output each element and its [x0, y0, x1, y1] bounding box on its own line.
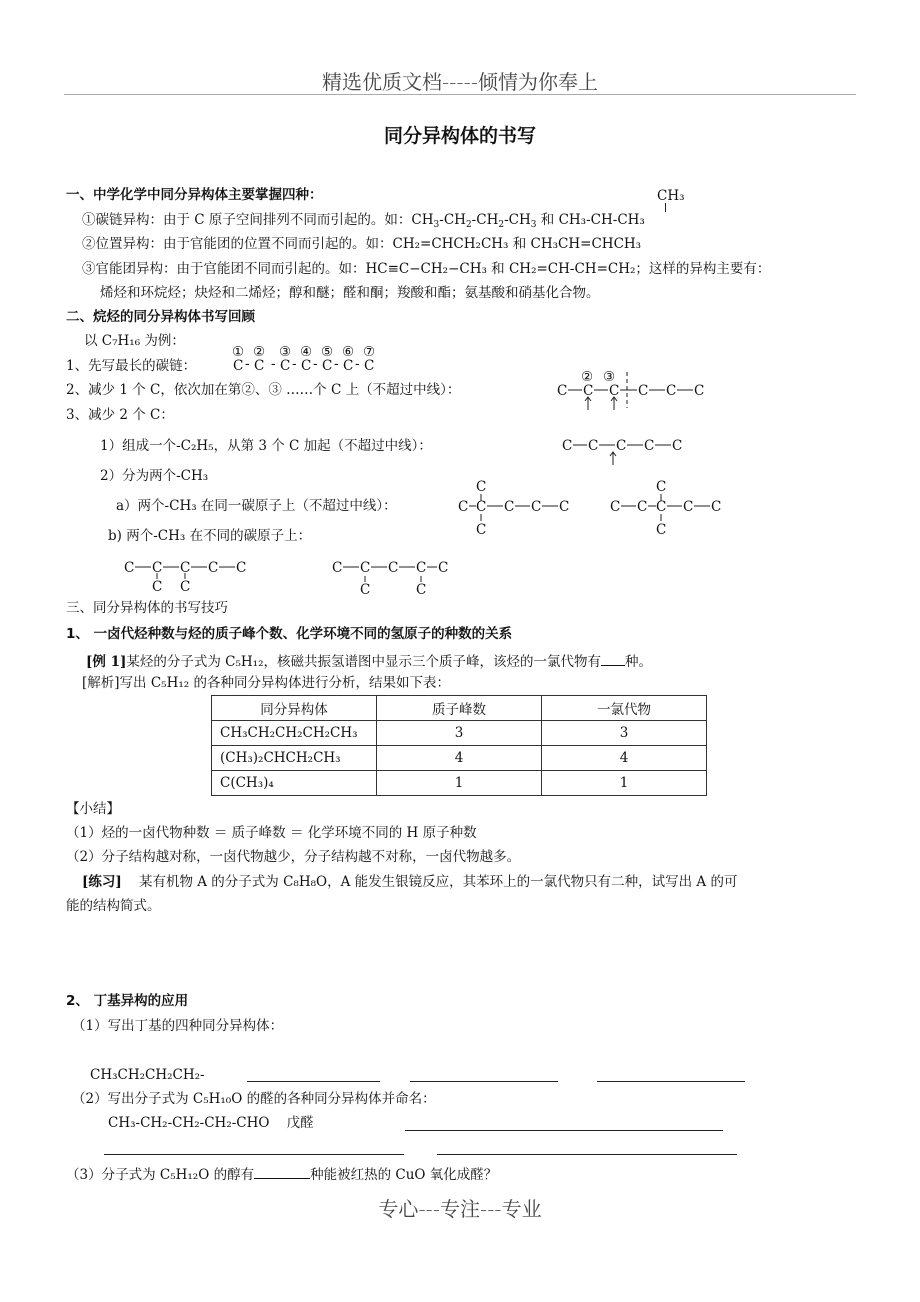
atom-c: C: [360, 560, 371, 576]
item2-formula: CH₂=CHCH₂CH₃ 和 CH₃CH=CHCH₃: [392, 236, 642, 252]
atom-c: C: [711, 499, 722, 515]
sub2-text: 2）分为两个-CH₃: [100, 468, 209, 484]
header-rule: [64, 94, 856, 95]
q1-given: CH₃CH₂CH₂CH₂-: [90, 1067, 205, 1083]
atom-c: C: [637, 499, 648, 515]
sub2a-text: a）两个-CH₃ 在同一碳原子上（不超过中线）：: [116, 498, 397, 514]
atom-c: C: [416, 582, 427, 598]
table-row: [212, 721, 707, 746]
atom-c: C: [476, 479, 487, 495]
header-cell: 同分异构体: [212, 696, 377, 721]
atom-c: C: [280, 358, 291, 374]
atom-c: C: [683, 499, 694, 515]
answer-blank[interactable]: [405, 1130, 723, 1131]
atom-c: C: [656, 499, 667, 515]
atom-c: C: [476, 522, 487, 538]
section1-heading: 一、中学化学中同分异构体主要掌握四种：: [66, 187, 323, 203]
branch-bond: [665, 203, 666, 212]
sub2a-struct-1: [456, 478, 586, 540]
atom-c: C: [254, 358, 265, 374]
item3-formula: HC≡C−CH₂−CH₃ 和 CH₂=CH-CH=CH₂；这样的异构主要有：: [365, 261, 771, 277]
atom-c: C: [208, 560, 219, 576]
atom-c: C: [180, 560, 191, 576]
q2-name: 戊醛: [286, 1115, 314, 1131]
peak-count-cell: 1: [377, 771, 542, 796]
chain-c7-struct: [230, 343, 400, 377]
atom-c: C: [416, 560, 427, 576]
item1-and: 和: [540, 212, 555, 228]
atom-c: C: [388, 560, 399, 576]
q2-given: [108, 1117, 314, 1131]
atom-c: C: [644, 438, 655, 454]
q2-text: （2）写出分子式为 C₅H₁₀O 的醛的各种同分异构体并命名：: [72, 1091, 436, 1107]
header-cell: 一氯代物: [542, 696, 707, 721]
bond: -: [245, 356, 250, 372]
exercise-label: [练习]: [82, 874, 122, 890]
step2-text: 2、减少 1 个 C，依次加在第②、③ ……个 C 上（不超过中线）：: [66, 382, 461, 398]
example-end: 种。: [625, 654, 653, 670]
answer-blank[interactable]: [601, 653, 625, 666]
summary-2: （2）分子结构越对称，一卤代物越少，分子结构越不对称，一卤代物越多。: [66, 849, 521, 865]
q3-post: 种能被红热的 CuO 氧化成醛？: [310, 1167, 498, 1183]
isomer-table: [211, 695, 707, 796]
header-banner: 精选优质文档-----倾情为你奉上: [321, 70, 599, 94]
q2-formula: CH₃-CH₂-CH₂-CH₂-CHO: [108, 1115, 270, 1131]
step1-text: 1、先写最长的碳链：: [66, 358, 197, 374]
item3-text: ③官能团异构：由于官能团不同而引起的。如：: [82, 261, 366, 277]
exercise: [82, 876, 737, 890]
atom-c: C: [124, 560, 135, 576]
atom-c: C: [656, 479, 667, 495]
atom-c: C: [609, 383, 620, 399]
sub2b-text: b) 两个-CH₃ 在不同的碳原子上：: [108, 528, 312, 544]
item1-branch-ch3: CH₃: [657, 188, 685, 204]
isomer-cell: (CH₃)₂CHCH₂CH₃: [212, 746, 377, 771]
table-row: [212, 771, 707, 796]
item1-formula-a: $CH_3-CH_2-CH_2-CH_3$: [411, 212, 537, 230]
item1-formula-b: CH₃-CH-CH₃: [558, 212, 645, 228]
bond: -: [292, 356, 297, 372]
position-number: ⑥: [342, 344, 355, 360]
atom-c: C: [531, 499, 542, 515]
step2-struct: [555, 368, 715, 412]
sub1-struct: [560, 432, 690, 468]
atom-c: C: [666, 383, 677, 399]
example-label: [例 1]: [86, 654, 127, 670]
item3-continuation: 烯烃和环烷烃；炔烃和二烯烃；醇和醚；醛和酮；羧酸和酯；氨基酸和硝基化合物。: [100, 285, 600, 301]
part2-heading: 2、 丁基异构的应用: [66, 993, 189, 1009]
answer-blank[interactable]: [410, 1081, 558, 1082]
atom-c: C: [332, 560, 343, 576]
atom-c: C: [301, 358, 312, 374]
bond: -: [334, 356, 339, 372]
q1-text: （1）写出丁基的四种同分异构体：: [72, 1018, 284, 1034]
sub2a-struct-2: [608, 478, 738, 540]
header-cell: 质子峰数: [377, 696, 542, 721]
peak-count-cell: 3: [377, 721, 542, 746]
atom-c: C: [438, 560, 449, 576]
q3-pre: （3）分子式为 C₅H₁₂O 的醇有: [66, 1167, 255, 1183]
position-number: ⑤: [321, 344, 334, 360]
atom-c: C: [562, 438, 573, 454]
atom-c: C: [152, 579, 163, 595]
atom-c: C: [152, 560, 163, 576]
position-number: ④: [300, 344, 313, 360]
position-label: ③: [603, 369, 616, 385]
section2-heading: 二、烷烃的同分异构体书写回顾: [66, 309, 255, 325]
example-text: 某烃的分子式为 C₅H₁₂，核磁共振氢谱图中显示三个质子峰，该烃的一氯代物有: [126, 654, 602, 670]
item1-text: ①碳链异构：由于 C 原子空间排列不同而引起的。如：: [82, 212, 412, 228]
atom-c: C: [616, 438, 627, 454]
atom-c: C: [476, 499, 487, 515]
table-row: [212, 746, 707, 771]
sub2b-struct-1: [122, 556, 252, 596]
answer-blank[interactable]: [597, 1081, 745, 1082]
peak-count-cell: 4: [377, 746, 542, 771]
chloro-count-cell: 1: [542, 771, 707, 796]
position-label: ②: [581, 369, 594, 385]
table-header-row: [212, 696, 707, 721]
bond: -: [313, 356, 318, 372]
atom-c: C: [322, 358, 333, 374]
example1: [86, 653, 652, 670]
answer-blank[interactable]: [104, 1154, 404, 1155]
part1-heading: 1、 一卤代烃种数与烃的质子峰个数、化学环境不同的氢原子的种数的关系: [66, 626, 513, 642]
q3: [66, 1166, 497, 1183]
atom-c: C: [343, 358, 354, 374]
bond: -: [271, 356, 276, 372]
atom-c: C: [557, 383, 568, 399]
atom-c: C: [559, 499, 570, 515]
position-number: ③: [279, 344, 292, 360]
summary-label: 【小结】: [66, 801, 120, 817]
atom-c: C: [583, 383, 594, 399]
exercise-text: 某有机物 A 的分子式为 C₈H₈O，A 能发生银镜反应，其苯环上的一氯代物只有二种，试写出 A 的可: [138, 874, 738, 890]
item2-text: ②位置异构：由于官能团的位置不同而引起的。如：: [82, 236, 393, 252]
atom-c: C: [360, 582, 371, 598]
analysis-text: [解析]写出 C₅H₁₂ 的各种同分异构体进行分析，结果如下表：: [82, 675, 450, 691]
atom-c: C: [610, 499, 621, 515]
position-number: ⑦: [363, 344, 376, 360]
atom-c: C: [236, 560, 247, 576]
atom-c: C: [638, 383, 649, 399]
atom-c: C: [180, 579, 191, 595]
section1-item1: [82, 214, 645, 228]
section3-heading: 三、同分异构体的书写技巧: [66, 600, 228, 616]
atom-c: C: [458, 499, 469, 515]
example-c7h16: 以 C₇H₁₆ 为例：: [84, 333, 185, 349]
atom-c: C: [588, 438, 599, 454]
chloro-count-cell: 4: [542, 746, 707, 771]
answer-blank[interactable]: [437, 1154, 737, 1155]
atom-c: C: [694, 383, 705, 399]
atom-c: C: [656, 522, 667, 538]
answer-blank[interactable]: [247, 1081, 380, 1082]
sub2b-struct-2: [330, 556, 460, 598]
section1-item2: [82, 238, 641, 252]
atom-c: C: [364, 358, 375, 374]
atom-c: C: [672, 438, 683, 454]
exercise-continuation: 能的结构简式。: [66, 898, 161, 914]
isomer-cell: CH₃CH₂CH₂CH₂CH₃: [212, 721, 377, 746]
section1-item3: [82, 263, 770, 277]
answer-blank[interactable]: [254, 1166, 310, 1179]
sub1-text: 1）组成一个-C₂H₅，从第 3 个 C 加起（不超过中线）：: [100, 438, 432, 454]
page-title: 同分异构体的书写: [383, 125, 536, 147]
atom-c: C: [504, 499, 515, 515]
position-number: ①: [232, 344, 245, 360]
step3-text: 3、减少 2 个 C：: [66, 407, 174, 423]
footer-banner: 专心---专注---专业: [378, 1197, 542, 1221]
isomer-cell: C(CH₃)₄: [212, 771, 377, 796]
position-number: ②: [253, 344, 266, 360]
bond: -: [355, 356, 360, 372]
atom-c: C: [233, 358, 244, 374]
chloro-count-cell: 3: [542, 721, 707, 746]
summary-1: （1）烃的一卤代物种数 ＝ 质子峰数 ＝ 化学环境不同的 H 原子种数: [66, 825, 477, 841]
